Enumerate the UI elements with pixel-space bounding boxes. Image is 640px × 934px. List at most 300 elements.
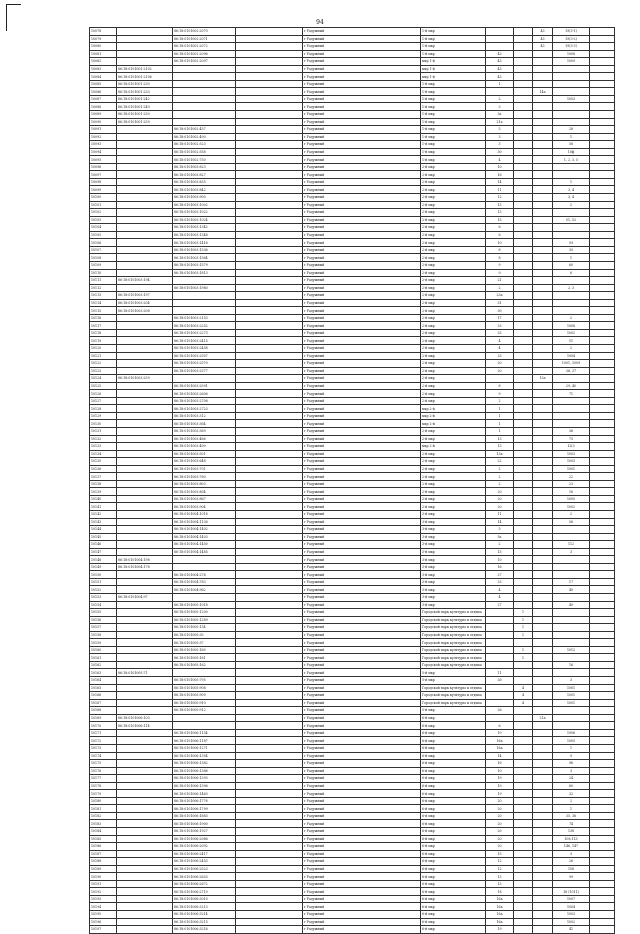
row-number: 10166 [90, 692, 117, 700]
house-alt-cell [533, 178, 553, 186]
blank-cell [236, 910, 303, 918]
row-number: 10150 [90, 571, 117, 579]
cadastral-number-a [117, 616, 173, 624]
locality-cell: г Радужный [303, 299, 421, 307]
cadastral-number-a [117, 178, 173, 186]
cadastral-number-a [117, 314, 173, 322]
apartment-cell: 56 [553, 518, 590, 526]
extra-cell [590, 65, 615, 73]
cadastral-number-b: 86:18:0101004:1136 [173, 518, 236, 526]
house-cell [486, 631, 514, 639]
building-cell: 1 [514, 646, 533, 654]
building-cell [514, 58, 533, 66]
house-alt-cell [533, 782, 553, 790]
row-number: 10176 [90, 767, 117, 775]
house-cell: 16а [486, 910, 514, 918]
cadastral-number-b: 86:18:0101003:2507 [173, 352, 236, 360]
street-cell: 2-й мкр [421, 239, 486, 247]
cadastral-number-a [117, 43, 173, 51]
blank-cell [236, 80, 303, 88]
blank-cell [236, 503, 303, 511]
extra-cell [590, 397, 615, 405]
table-row [90, 707, 615, 715]
street-cell: 6-й мкр [421, 895, 486, 903]
locality-cell: г Радужный [303, 65, 421, 73]
locality-cell: г Радужный [303, 609, 421, 617]
cadastral-number-a [117, 586, 173, 594]
row-number: 10112 [90, 284, 117, 292]
apartment-cell: 10ф [553, 148, 590, 156]
apartment-cell: 3 [553, 767, 590, 775]
locality-cell: г Радужный [303, 35, 421, 43]
extra-cell [590, 80, 615, 88]
locality-cell: г Радужный [303, 503, 421, 511]
row-number: 10155 [90, 609, 117, 617]
blank-cell [236, 299, 303, 307]
table-row [90, 88, 615, 96]
building-cell [514, 231, 533, 239]
house-alt-cell: 43 [533, 35, 553, 43]
street-cell: 2-й мкр [421, 503, 486, 511]
extra-cell [590, 450, 615, 458]
cadastral-number-a [117, 790, 173, 798]
cadastral-number-b [173, 277, 236, 285]
building-cell [514, 594, 533, 602]
building-cell [514, 352, 533, 360]
table-row [90, 382, 615, 390]
house-cell: 31 [486, 299, 514, 307]
cadastral-number-b [173, 118, 236, 126]
cadastral-number-b: 86:18:0101002:2097 [173, 58, 236, 66]
house-cell: 6 [486, 224, 514, 232]
apartment-cell: 3 [553, 677, 590, 685]
building-cell [514, 375, 533, 383]
locality-cell: г Радужный [303, 450, 421, 458]
locality-cell: г Радужный [303, 797, 421, 805]
cadastral-number-b: 86:18:0101002:2071 [173, 35, 236, 43]
blank-cell [236, 103, 303, 111]
table-row [90, 375, 615, 383]
blank-cell [236, 782, 303, 790]
building-cell [514, 737, 533, 745]
locality-cell: г Радужный [303, 895, 421, 903]
blank-cell [236, 458, 303, 466]
extra-cell [590, 141, 615, 149]
cadastral-number-b: 86:18:0101003:2708 [173, 397, 236, 405]
house-cell: 19 [486, 775, 514, 783]
house-cell: 2 [486, 397, 514, 405]
extra-cell [590, 677, 615, 685]
building-cell [514, 926, 533, 934]
building-cell [514, 307, 533, 315]
apartment-cell [553, 526, 590, 534]
extra-cell [590, 873, 615, 881]
cadastral-number-b: 86:18:0101004:1450 [173, 541, 236, 549]
extra-cell [590, 163, 615, 171]
cadastral-number-b [173, 714, 236, 722]
building-cell [514, 850, 533, 858]
house-cell: 21а [486, 118, 514, 126]
building-cell [514, 111, 533, 119]
building-cell [514, 405, 533, 413]
blank-cell [236, 563, 303, 571]
table-row [90, 141, 615, 149]
blank-cell [236, 405, 303, 413]
blank-cell [236, 631, 303, 639]
house-cell: 30 [486, 148, 514, 156]
extra-cell [590, 126, 615, 134]
street-cell: 2-й мкр [421, 171, 486, 179]
table-row [90, 473, 615, 481]
house-alt-cell [533, 631, 553, 639]
street-cell: Городской парк культуры и отдыха [421, 699, 486, 707]
cadastral-number-a [117, 812, 173, 820]
table-row [90, 729, 615, 737]
cadastral-number-b [173, 594, 236, 602]
apartment-cell: 99 [553, 873, 590, 881]
extra-cell [590, 495, 615, 503]
apartment-cell: 1002 [553, 329, 590, 337]
row-number: 10156 [90, 616, 117, 624]
cadastral-number-b: 86:18:0101006:3215 [173, 918, 236, 926]
blank-cell [236, 58, 303, 66]
house-alt-cell [533, 443, 553, 451]
street-cell: 2-й мкр [421, 390, 486, 398]
house-alt-cell [533, 624, 553, 632]
row-number: 10090 [90, 118, 117, 126]
table-row [90, 329, 615, 337]
house-cell: 20 [486, 820, 514, 828]
cadastral-number-a [117, 548, 173, 556]
blank-cell [236, 767, 303, 775]
house-alt-cell [533, 382, 553, 390]
house-cell: 43 [486, 58, 514, 66]
locality-cell: г Радужный [303, 473, 421, 481]
blank-cell [236, 843, 303, 851]
house-alt-cell [533, 465, 553, 473]
locality-cell: г Радужный [303, 126, 421, 134]
apartment-cell [553, 111, 590, 119]
row-number: 10151 [90, 578, 117, 586]
locality-cell: г Радужный [303, 95, 421, 103]
street-cell: 1-й мкр [421, 133, 486, 141]
cadastral-number-a [117, 677, 173, 685]
locality-cell: г Радужный [303, 601, 421, 609]
table-row [90, 163, 615, 171]
row-number: 10083 [90, 65, 117, 73]
house-cell: 27 [486, 571, 514, 579]
row-number: 10192 [90, 888, 117, 896]
cadastral-number-b: 86:18:0101002:2070 [173, 28, 236, 36]
cadastral-number-b: 86:18:0101006:2633 [173, 873, 236, 881]
extra-cell [590, 329, 615, 337]
blank-cell [236, 805, 303, 813]
locality-cell: г Радужный [303, 58, 421, 66]
extra-cell [590, 646, 615, 654]
row-number: 10129 [90, 412, 117, 420]
locality-cell: г Радужный [303, 133, 421, 141]
cadastral-number-a: 86:18:0101003:204 [117, 299, 173, 307]
apartment-cell: 1004 [553, 903, 590, 911]
extra-cell [590, 586, 615, 594]
apartment-cell [553, 375, 590, 383]
locality-cell: г Радужный [303, 118, 421, 126]
building-cell [514, 224, 533, 232]
table-body [90, 28, 615, 934]
street-cell: 2-й мкр [421, 458, 486, 466]
apartment-cell: 2 [553, 511, 590, 519]
extra-cell [590, 782, 615, 790]
row-number: 10145 [90, 533, 117, 541]
table-row [90, 73, 615, 81]
table-row [90, 360, 615, 368]
house-cell [486, 88, 514, 96]
extra-cell [590, 269, 615, 277]
cadastral-number-a: 86:18:0101004:198 [117, 556, 173, 564]
row-number: 10169 [90, 714, 117, 722]
building-cell [514, 73, 533, 81]
apartment-cell: 75 [553, 435, 590, 443]
table-row [90, 435, 615, 443]
locality-cell: г Радужный [303, 790, 421, 798]
house-alt-cell [533, 133, 553, 141]
blank-cell [236, 239, 303, 247]
cadastral-number-a [117, 435, 173, 443]
blank-cell [236, 261, 303, 269]
house-cell: 20 [486, 797, 514, 805]
building-cell [514, 548, 533, 556]
cadastral-number-b: 86:18:0101003:490 [173, 443, 236, 451]
apartment-cell: 12(3 [553, 443, 590, 451]
row-number: 10153 [90, 594, 117, 602]
cadastral-number-b: 86:18:0101003:2577 [173, 367, 236, 375]
apartment-cell [553, 231, 590, 239]
extra-cell [590, 224, 615, 232]
blank-cell [236, 420, 303, 428]
house-alt-cell [533, 767, 553, 775]
house-cell: 16а [486, 918, 514, 926]
scan-corner-mark [6, 4, 21, 31]
street-cell: мкр 1-й [421, 73, 486, 81]
table-row [90, 609, 615, 617]
cadastral-number-b: 86:18:0101005:37 [173, 639, 236, 647]
cadastral-number-b: 86:18:0101003:900 [173, 194, 236, 202]
building-cell [514, 843, 533, 851]
cadastral-number-b: 86:18:0101005:912 [173, 707, 236, 715]
row-number: 10107 [90, 246, 117, 254]
locality-cell: г Радужный [303, 382, 421, 390]
extra-cell [590, 616, 615, 624]
blank-cell [236, 118, 303, 126]
locality-cell: г Радужный [303, 661, 421, 669]
blank-cell [236, 95, 303, 103]
house-alt-cell [533, 246, 553, 254]
cadastral-number-a [117, 458, 173, 466]
row-number: 10078 [90, 28, 117, 36]
row-number: 10114 [90, 299, 117, 307]
cadastral-number-b: 86:18:0101003:1536 [173, 246, 236, 254]
apartment-cell: 138 [553, 827, 590, 835]
extra-cell [590, 594, 615, 602]
apartment-cell [553, 631, 590, 639]
building-cell [514, 427, 533, 435]
blank-cell [236, 850, 303, 858]
street-cell: 5-й мкр [421, 677, 486, 685]
apartment-cell: 74 [553, 820, 590, 828]
cadastral-number-b [173, 375, 236, 383]
table-row [90, 797, 615, 805]
table-row [90, 737, 615, 745]
blank-cell [236, 480, 303, 488]
building-cell [514, 420, 533, 428]
cadastral-number-b: 86:18:0101005:910 [173, 699, 236, 707]
street-cell: 6-й мкр [421, 797, 486, 805]
house-alt-cell [533, 73, 553, 81]
cadastral-number-a [117, 156, 173, 164]
house-cell: 15 [486, 548, 514, 556]
cadastral-number-b: 86:18:0101004:783 [173, 578, 236, 586]
locality-cell: г Радужный [303, 918, 421, 926]
street-cell: 2-й мкр [421, 254, 486, 262]
house-alt-cell [533, 548, 553, 556]
building-cell [514, 533, 533, 541]
street-cell: 6-й мкр [421, 767, 486, 775]
apartment-cell: 1 [553, 254, 590, 262]
blank-cell [236, 443, 303, 451]
table-row [90, 292, 615, 300]
extra-cell [590, 246, 615, 254]
blank-cell [236, 835, 303, 843]
cadastral-number-b [173, 307, 236, 315]
house-cell: 4 [486, 337, 514, 345]
house-cell: 15 [486, 216, 514, 224]
row-number: 10110 [90, 269, 117, 277]
cadastral-number-a [117, 624, 173, 632]
locality-cell: г Радужный [303, 639, 421, 647]
locality-cell: г Радужный [303, 669, 421, 677]
cadastral-number-a [117, 322, 173, 330]
extra-cell [590, 103, 615, 111]
row-number: 10127 [90, 397, 117, 405]
building-cell [514, 390, 533, 398]
blank-cell [236, 254, 303, 262]
house-cell: 5 [486, 526, 514, 534]
cadastral-number-b: 86:18:0101006:2417 [173, 850, 236, 858]
locality-cell: г Радужный [303, 827, 421, 835]
locality-cell: г Радужный [303, 186, 421, 194]
house-alt-cell [533, 95, 553, 103]
building-cell [514, 601, 533, 609]
cadastral-number-a [117, 888, 173, 896]
apartment-cell [553, 556, 590, 564]
house-cell: 13 [486, 435, 514, 443]
house-alt-cell [533, 284, 553, 292]
blank-cell [236, 903, 303, 911]
blank-cell [236, 729, 303, 737]
cadastral-number-a [117, 707, 173, 715]
row-number: 10108 [90, 254, 117, 262]
cadastral-number-a [117, 541, 173, 549]
building-cell [514, 103, 533, 111]
street-cell: 1-й мкр [421, 156, 486, 164]
blank-cell [236, 677, 303, 685]
blank-cell [236, 163, 303, 171]
cadastral-number-b: 86:18:0101006:1799 [173, 805, 236, 813]
apartment-cell: 59 [553, 239, 590, 247]
cadastral-number-a: 86:18:0101003:208 [117, 307, 173, 315]
locality-cell: г Радужный [303, 926, 421, 934]
table-row [90, 616, 615, 624]
locality-cell: г Радужный [303, 707, 421, 715]
blank-cell [236, 435, 303, 443]
street-cell: 2-й мкр [421, 314, 486, 322]
cadastral-number-b: 86:18:0101005:1200 [173, 609, 236, 617]
extra-cell [590, 352, 615, 360]
row-number: 10154 [90, 601, 117, 609]
table-row [90, 246, 615, 254]
cadastral-number-a [117, 910, 173, 918]
house-cell: 1 [486, 412, 514, 420]
blank-cell [236, 156, 303, 164]
row-number: 10136 [90, 465, 117, 473]
cadastral-number-b: 86:18:0101005:908 [173, 684, 236, 692]
house-cell: 8 [486, 246, 514, 254]
extra-cell [590, 412, 615, 420]
apartment-cell [553, 103, 590, 111]
cadastral-number-a [117, 194, 173, 202]
table-row [90, 133, 615, 141]
table-row [90, 918, 615, 926]
row-number: 10084 [90, 73, 117, 81]
cadastral-number-a [117, 880, 173, 888]
apartment-cell: 36 [553, 427, 590, 435]
street-cell: 1-й мкр [421, 141, 486, 149]
extra-cell [590, 760, 615, 768]
cadastral-number-b: 86:18:0101004:1402 [173, 526, 236, 534]
cadastral-number-b: 86:18:0101003:1348 [173, 231, 236, 239]
row-number: 10097 [90, 171, 117, 179]
apartment-cell: 35, 36 [553, 812, 590, 820]
house-cell [486, 654, 514, 662]
apartment-cell: 1001 [553, 699, 590, 707]
apartment-cell: 1003 [553, 910, 590, 918]
blank-cell [236, 880, 303, 888]
blank-cell [236, 541, 303, 549]
row-number: 10178 [90, 782, 117, 790]
row-number: 10170 [90, 722, 117, 730]
building-cell [514, 586, 533, 594]
apartment-cell: 1009 [553, 58, 590, 66]
locality-cell: г Радужный [303, 178, 421, 186]
row-number: 10172 [90, 737, 117, 745]
house-alt-cell [533, 412, 553, 420]
building-cell [514, 344, 533, 352]
house-alt-cell [533, 511, 553, 519]
blank-cell [236, 367, 303, 375]
cadastral-number-a [117, 918, 173, 926]
house-alt-cell [533, 50, 553, 58]
house-alt-cell [533, 171, 553, 179]
table-row [90, 548, 615, 556]
table-row [90, 722, 615, 730]
locality-cell: г Радужный [303, 307, 421, 315]
table-row [90, 518, 615, 526]
table-row [90, 299, 615, 307]
cadastral-number-a [117, 571, 173, 579]
house-alt-cell [533, 405, 553, 413]
building-cell [514, 269, 533, 277]
street-cell: 2-й мкр [421, 360, 486, 368]
